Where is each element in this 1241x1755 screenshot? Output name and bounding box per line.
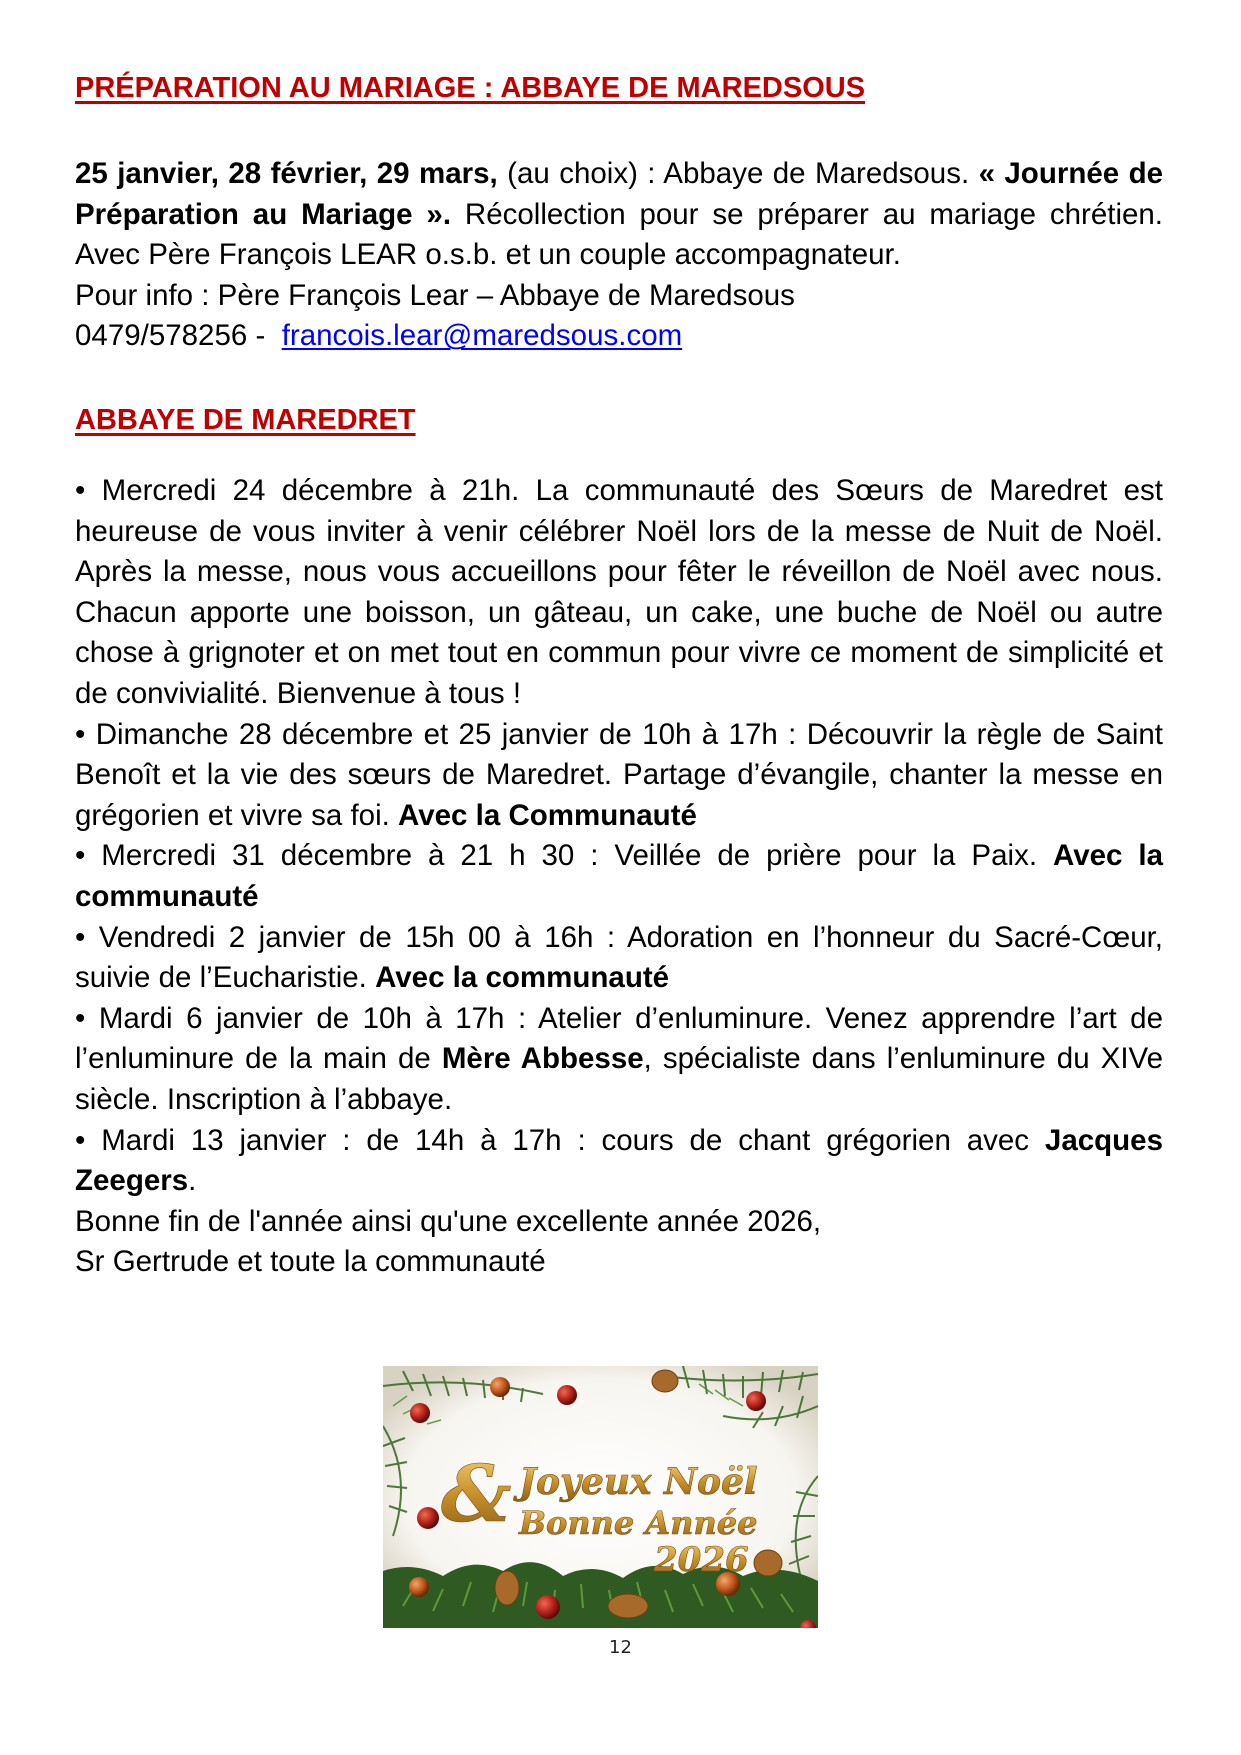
list-item: [75, 836, 1163, 917]
list-item: [75, 999, 1163, 1121]
maredsous-event-description: [75, 154, 1163, 276]
maredsous-paragraph: [75, 154, 1163, 357]
greeting-year: 2026: [654, 1540, 749, 1580]
item-text: • Mardi 13 janvier : de 14h à 17h : cours de chant grégorien avec: [75, 1123, 1045, 1157]
item-bold: Jacques Zeegers: [75, 1123, 1163, 1198]
item-bold: Avec la Communauté: [398, 798, 697, 832]
christmas-greeting-image: [383, 1366, 818, 1628]
item-text: , spécialiste dans l’enluminure du XIVe siècle. Inscription à l’abbaye.: [75, 1042, 1163, 1116]
item-text: .: [188, 1164, 197, 1198]
closing-wish: Bonne fin de l'année ainsi qu'une excellente année 2026,: [75, 1204, 822, 1238]
event-title: « Journée de Préparation au Mariage ».: [75, 157, 1163, 231]
item-text: • Mercredi 31 décembre à 21 h 30 : Veillée de prière pour la Paix.: [75, 839, 1053, 873]
item-text: • Mercredi 24 décembre à 21h. La communauté des Sœurs de Maredret est heureuse de vous inviter à venir célébrer Noël lors de la messe de Nuit de Noël. Après la messe, nous vous accueillons pour fêter le réveillon de Noël avec nous. Chacun apporte une boisson, un gâteau, un cake, une buche de Noël ou autre chose à grignoter et on met tout en commun pour vivre ce moment de simplicité et de convivialité. Bienvenue à tous !: [75, 474, 1163, 710]
signature: Sr Gertrude et toute la communauté: [75, 1245, 546, 1279]
ampersand-glyph: &: [441, 1449, 512, 1540]
event-dates: 25 janvier, 28 février, 29 mars,: [75, 157, 498, 190]
item-text: • Mardi 6 janvier de 10h à 17h : Atelier d’enluminure. Venez apprendre l’art de l’enluminure de la main de: [75, 1001, 1163, 1076]
item-text: • Vendredi 2 janvier de 15h 00 à 16h : Adoration en l’honneur du Sacré-Cœur, suivie de l’Eucharistie.: [75, 920, 1163, 995]
list-item: [75, 715, 1163, 837]
event-location: (au choix) : Abbaye de Maredsous.: [497, 157, 979, 190]
heading-maredret: ABBAYE DE MAREDRET: [75, 404, 416, 436]
list-item: [75, 471, 1163, 715]
maredret-program: [75, 471, 1163, 1283]
list-item: [75, 1121, 1163, 1202]
christmas-card-illustration: [383, 1366, 818, 1628]
event-details: Récollection pour se préparer au mariage chrétien. Avec Père François LEAR o.s.b. et un couple accompagnateur.: [75, 197, 1164, 272]
item-text: • Dimanche 28 décembre et 25 janvier de 10h à 17h : Découvrir la règle de Saint Benoît et la vie des sœurs de Maredret. Partage d’évangile, chanter la messe en grégorien et vivre sa foi.: [75, 717, 1163, 832]
info-line: Pour info : Père François Lear – Abbaye de Maredsous: [75, 278, 795, 312]
greeting-line1: Joyeux Noël: [519, 1461, 758, 1503]
item-bold: Avec la communauté: [375, 961, 670, 995]
contact-line: [75, 316, 1163, 357]
page-number: 12: [609, 1637, 632, 1658]
email-link[interactable]: francois.lear@maredsous.com: [281, 319, 683, 353]
heading-maredsous: PRÉPARATION AU MARIAGE : ABBAYE DE MAREDSOUS: [75, 72, 866, 104]
list-item: [75, 918, 1163, 999]
phone-number: 0479/578256 -: [75, 319, 282, 353]
item-bold: Avec la communauté: [75, 839, 1163, 913]
greeting-line2: Bonne Année: [519, 1504, 758, 1542]
item-bold: Mère Abbesse: [441, 1042, 644, 1076]
